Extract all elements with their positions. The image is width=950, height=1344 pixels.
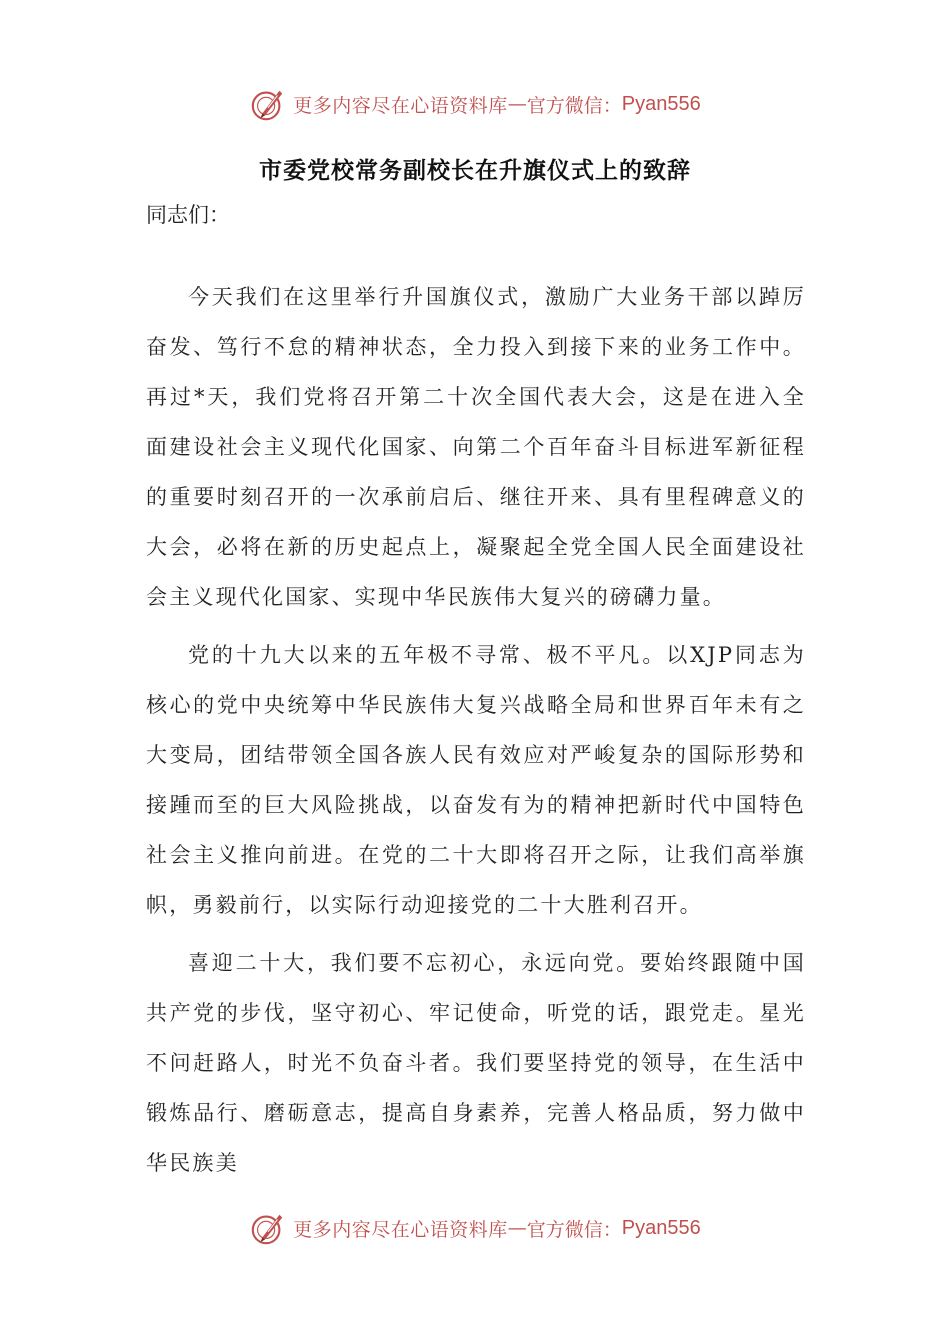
header-banner (0, 84, 950, 124)
banner-wechat-label: 官方微信： (526, 1218, 622, 1241)
banner-wechat-id: Pyan556 (621, 1216, 701, 1239)
document-body (146, 272, 806, 1188)
banner-text: 更多内容尽在心语资料库 (293, 1218, 508, 1241)
paragraph-3: 喜迎二十大，我们要不忘初心，永远向党。要始终跟随中国共产党的步伐，坚守初心、牢记使命，听党的话，跟党走。星光不问赶路人，时光不负奋斗者。我们要坚持党的领导，在生活中锻炼品行、磨砺意志，提高自身素养，完善人格品质，努力做中华民族美 (146, 951, 806, 1175)
banner-wechat-label: 官方微信： (526, 94, 622, 117)
salutation: 同志们： (146, 203, 230, 227)
banner-separator: — (507, 93, 527, 115)
banner-text: 更多内容尽在心语资料库 (293, 94, 508, 117)
paragraph-2: 党的十九大以来的五年极不寻常、极不平凡。以XJP同志为核心的党中央统筹中华民族伟大复兴战略全局和世界百年未有之大变局，团结带领全国各族人民有效应对严峻复杂的国际形势和接踵而至的巨大风险挑战，以奋发有为的精神把新时代中国特色社会主义推向前进。在党的二十大即将召开之际，让我们高举旗帜，勇毅前行，以实际行动迎接党的二十大胜利召开。 (146, 643, 806, 917)
banner-wechat-id: Pyan556 (621, 92, 701, 115)
quill-pen-logo-icon (249, 1209, 287, 1247)
banner-separator: — (507, 1217, 527, 1239)
document-title: 市委党校常务副校长在升旗仪式上的致辞 (259, 158, 691, 184)
footer-banner (0, 1208, 950, 1248)
paragraph-1: 今天我们在这里举行升国旗仪式，激励广大业务干部以踔厉奋发、笃行不怠的精神状态，全力投入到接下来的业务工作中。再过*天，我们党将召开第二十次全国代表大会，这是在进入全面建设社会主义现代化国家、向第二个百年奋斗目标进军新征程的重要时刻召开的一次承前启后、继往开来、具有里程碑意义的大会，必将在新的历史起点上，凝聚起全党全国人民全面建设社会主义现代化国家、实现中华民族伟大复兴的磅礴力量。 (146, 285, 806, 609)
quill-pen-logo-icon (249, 85, 287, 123)
